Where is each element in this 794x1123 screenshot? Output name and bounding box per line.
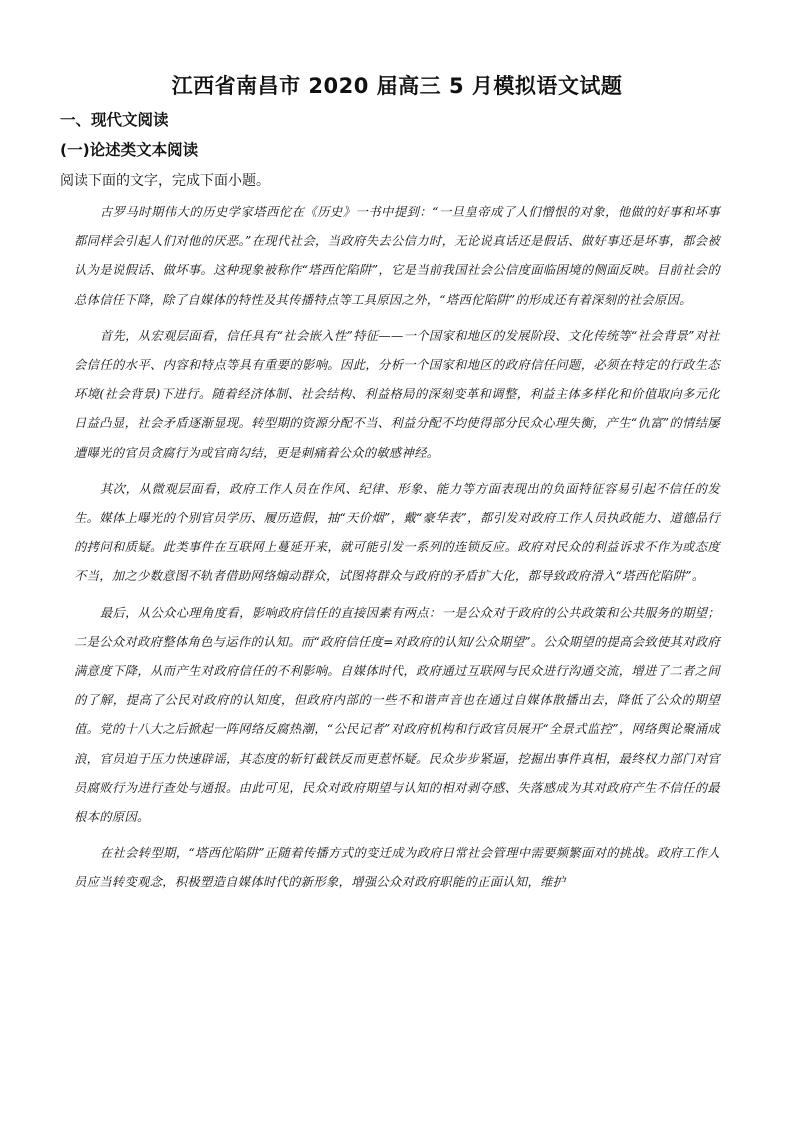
paragraph: 其次，从微观层面看，政府工作人员在作风、纪律、形象、能力等方面表现出的负面特征容易引起不信任的发生。媒体上曝光的个别官员学历、履历造假，抽“天价烟”，戴“豪华表”，都引发对政府工作人员执政能力、道德品行的拷问和质疑。此类事件在互联网上蔓延开来，就可能引发一系列的连锁反应。政府对民众的利益诉求不作为或态度不当，加之少数意图不轨者借助网络煽动群众，试图将群众与政府的矛盾扩大化，都导致政府滑入“塔西佗陷阱”。 [74, 481, 720, 584]
section-heading: 一、现代文阅读 [60, 111, 169, 129]
paragraph: 在社会转型期，“塔西佗陷阱”正随着传播方式的变迁成为政府日常社会管理中需要频繁面对的挑战。政府工作人员应当转变观念，积极塑造自媒体时代的新形象，增强公众对政府职能的正面认知，维护 [74, 846, 720, 890]
document-title: 江西省南昌市 2020 届高三 5 月模拟语文试题 [171, 74, 623, 98]
paragraph: 首先，从宏观层面看，信任具有“社会嵌入性”特征——一个国家和地区的发展阶段、文化传统等“社会背景”对社会信任的水平、内容和特点等具有重要的影响。因此，分析一个国家和地区的政府信任问题，必须在特定的行政生态环境(社会背景)下进行。随着经济体制、社会结构、利益格局的深刻变革和调整，利益主体多样化和价值取向多元化日益凸显，社会矛盾逐渐显现。转型期的资源分配不当、利益分配不均使得部分民众心理失衡，产生“仇富”的情结屡遭曝光的官员贪腐行为或官商勾结，更是刺痛着公众的敏感神经。 [74, 328, 720, 460]
passage-body [74, 198, 720, 905]
reading-instruction: 阅读下面的文字，完成下面小题。 [60, 173, 270, 189]
paragraph: 最后，从公众心理角度看，影响政府信任的直接因素有两点：一是公众对于政府的公共政策和公共服务的期望；二是公众对政府整体角色与运作的认知。而“政府信任度=对政府的认知/公众期望”。公众期望的提高会致使其对政府满意度下降，从而产生对政府信任的不利影响。自媒体时代，政府通过互联网与民众进行沟通交流，增进了二者之间的了解，提高了公民对政府的认知度，但政府内部的一些不和谐声音也在通过自媒体散播出去，降低了公众的期望值。党的十八大之后掀起一阵网络反腐热潮，“公民记者”对政府机构和行政官员展开“全景式监控”，网络舆论聚涌成浪，官员迫于压力快速辟谣，其态度的斩钉截铁反而更惹怀疑。民众步步紧逼，挖掘出事件真相，最终权力部门对官员腐败行为进行查处与通报。由此可见，民众对政府期望与认知的相对剥夺感、失落感成为其对政府产生不信任的最根本的原因。 [74, 605, 720, 825]
subsection-heading: (一)论述类文本阅读 [60, 141, 199, 159]
paragraph: 古罗马时期伟大的历史学家塔西佗在《历史》一书中提到：“一旦皇帝成了人们憎恨的对象，他做的好事和坏事都同样会引起人们对他的厌恶。”在现代社会，当政府失去公信力时，无论说真话还是假话、做好事还是坏事，都会被认为是说假话、做坏事。这种现象被称作“塔西佗陷阱”，它是当前我国社会公信度面临困境的侧面反映。目前社会的总体信任下降，除了自媒体的特性及其传播特点等工具原因之外，“塔西佗陷阱”的形成还有着深刻的社会原因。 [74, 205, 720, 307]
